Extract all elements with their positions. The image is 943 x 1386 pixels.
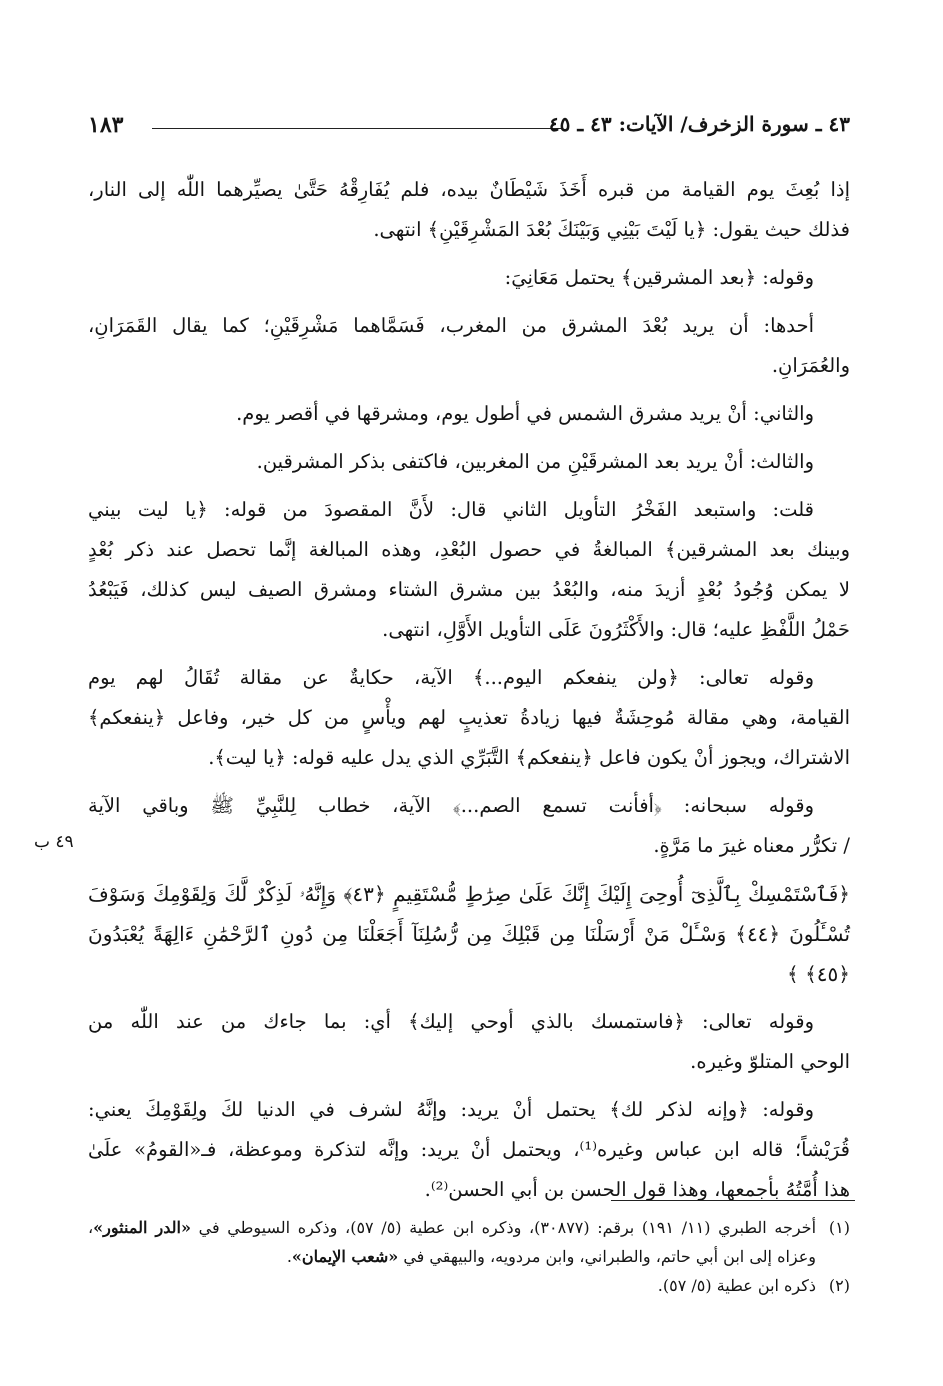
text-line: وبينك بعد المشرقين﴾ المبالغةُ في حصول البُعْدِ، وهذه المبالغة إنَّما تحصل عند ذكر بُعْدٍ <box>88 538 850 561</box>
text-line: قلت: واستبعد الفَخْرُ التأويل الثاني قال: لأَنَّ المقصودَ من قوله: ﴿يا ليت بيني <box>88 498 814 521</box>
footnote-book-title: «الدر المنثور» <box>93 1218 191 1237</box>
paragraph-0 <box>88 170 850 250</box>
text-line: وقوله تعالى: ﴿فاستمسك بالذي أوحي إليك﴾ أي: بما جاءك من عند اللّٰه من <box>88 1010 814 1033</box>
paragraph-7 <box>88 786 850 866</box>
marginal-folio-note: ٤٩ ب <box>34 832 74 852</box>
text-line: لا يمكن وُجُودُ بُعْدٍ أزيدَ منه، والبُعْدُ بين مشرق الشتاء ومشرق الصيف ليس كذلك، فَيَبْعُدُ <box>88 578 850 601</box>
text-line: هذا أُمَّتُهُ بأجمعها، وهذا قول الحسن بن أبي الحسن⁽²⁾. <box>424 1178 850 1201</box>
footnotes <box>88 1213 850 1300</box>
running-header <box>88 110 850 144</box>
footnote-1 <box>88 1213 850 1271</box>
text-line: وقوله: ﴿وإنه لذكر لك﴾ يحتمل أنْ يريد: وإنَّهُ لشرف في الدنيا لكَ ولِقَوْمِكَ يعني: <box>88 1098 814 1121</box>
paragraph-2 <box>88 306 850 386</box>
footnote-text: أخرجه الطبري (١١/ ١٩١) برقم: (٣٠٨٧٧)، وذكره ابن عطية (٥/ ٥٧)، وذكره السيوطي في <box>190 1218 817 1237</box>
footnote-book-title: «شعب الإيمان» <box>291 1247 399 1266</box>
text-line: إذا بُعِثَ يوم القيامة من قبره أَخَذَ شَيْطَانٌ بيده، فلم يُفَارِقْهُ حَتَّىٰ يصيِّرهما اللّٰه إلى النار، <box>88 178 850 201</box>
text-line: القيامة، وهي مقالة مُوحِشَةٌ فيها زيادةُ تعذيبٍ لهم ويأْسٍ من كل خير، وفاعل ﴿ينفعكم﴾ <box>88 706 850 729</box>
footnote-text: . <box>286 1247 292 1266</box>
text-line: الاشتراك، ويجوز أنْ يكون فاعل ﴿ينفعكم﴾ التَّبَرِّي الذي يدل عليه قوله: ﴿يا ليت﴾. <box>208 746 850 769</box>
paragraph-8 <box>88 1002 850 1082</box>
page-number: ١٨٣ <box>88 112 124 138</box>
text-line: والثاني: أنْ يريد مشرق الشمس في أطول يوم، ومشرقها في أقصر يوم. <box>236 402 814 425</box>
paragraph-6 <box>88 658 850 778</box>
text-line: والثالث: أنْ يريد بعد المشرقَيْنِ من المغربين، فاكتفى بذكر المشرقين. <box>256 450 814 473</box>
text-line: فذلك حيث يقول: ﴿يا لَيْتَ بَيْنِي وَبَيْنَكَ بُعْدَ المَشْرِقَيْنِ﴾ انتهى. <box>373 218 850 241</box>
paragraph-3 <box>88 394 850 434</box>
paragraph-1 <box>88 258 850 298</box>
header-rule <box>152 128 562 129</box>
quran-line: ﴿فَٱسْتَمْسِكْ بِٱلَّذِىٓ أُوحِىَ إِلَيْكَ إِنَّكَ عَلَىٰ صِرَٰطٍ مُّسْتَقِيمٍ ﴿٤٣﴾ وَإِنَّهُۥ لَذِكْرٌ لَّكَ وَلِقَوْمِكَ وَسَوْفَ <box>88 882 851 906</box>
paragraph-9 <box>88 1090 850 1210</box>
footnote-number: (١) <box>828 1218 850 1237</box>
quran-verses <box>88 874 850 994</box>
footnote-number: (٢) <box>828 1276 850 1295</box>
main-text <box>88 170 850 1218</box>
footnote-text: ذكره ابن عطية (٥/ ٥٧). <box>657 1276 816 1295</box>
paragraph-5 <box>88 490 850 650</box>
text-line: الوحي المتلوّ وغيره. <box>690 1050 850 1073</box>
header-title: ٤٣ ـ سورة الزخرف/ الآيات: ٤٣ ـ ٤٥ <box>548 112 850 136</box>
text-line: قُرَيْشاً؛ قاله ابن عباس وغيره⁽¹⁾، ويحتمل أنْ يريد: وإنَّه لتذكرة وموعظة، فـ«القومُ» علَىٰ <box>88 1138 851 1161</box>
quran-line: تُسْـَٔلُونَ ﴿٤٤﴾ وَسْـَٔلْ مَنْ أَرْسَلْنَا مِن قَبْلِكَ مِن رُّسُلِنَآ أَجَعَلْنَا مِن دُونِ ٱلرَّحْمَٰنِ ءَالِهَةً يُعْبَدُونَ ﴿٤٥﴾ ﴾ <box>88 922 851 986</box>
text-line: أحدها: أن يريد بُعْدَ المشرق من المغرب، فَسَمَّاهما مَشْرِقَيْنِ؛ كما يقال القَمَرَانِ، <box>88 314 814 337</box>
footnote-separator <box>611 1200 855 1201</box>
text-line: وقوله سبحانه: ﴿أفأنت تسمع الصم...﴾ الآية، خطاب لِلنَّبِيِّ ﷺ وباقي الآية <box>88 794 814 817</box>
text-line: والعُمَرَانِ. <box>771 354 850 377</box>
text-line: حَمْلُ اللَّفْظِ عليه؛ قال: والأَكْثَرُونَ عَلَى التأويل الأَوَّلِ، انتهى. <box>382 618 850 641</box>
text-line: / تكرُّر معناه غيرَ ما مَرَّةٍ. <box>653 834 850 857</box>
footnote-text: ، وعزاه إلى ابن أبي حاتم، والطبراني، وابن مردويه، والبيهقي في <box>88 1218 816 1266</box>
text-line: وقوله: ﴿بعد المشرقين﴾ يحتمل مَعَانِيَ: <box>504 266 814 289</box>
text-line: وقوله تعالى: ﴿ولن ينفعكم اليوم...﴾ الآية، حكايةٌ عن مقالة تُقَالُ لهم يوم <box>88 666 814 689</box>
paragraph-4 <box>88 442 850 482</box>
footnote-2 <box>88 1271 850 1300</box>
